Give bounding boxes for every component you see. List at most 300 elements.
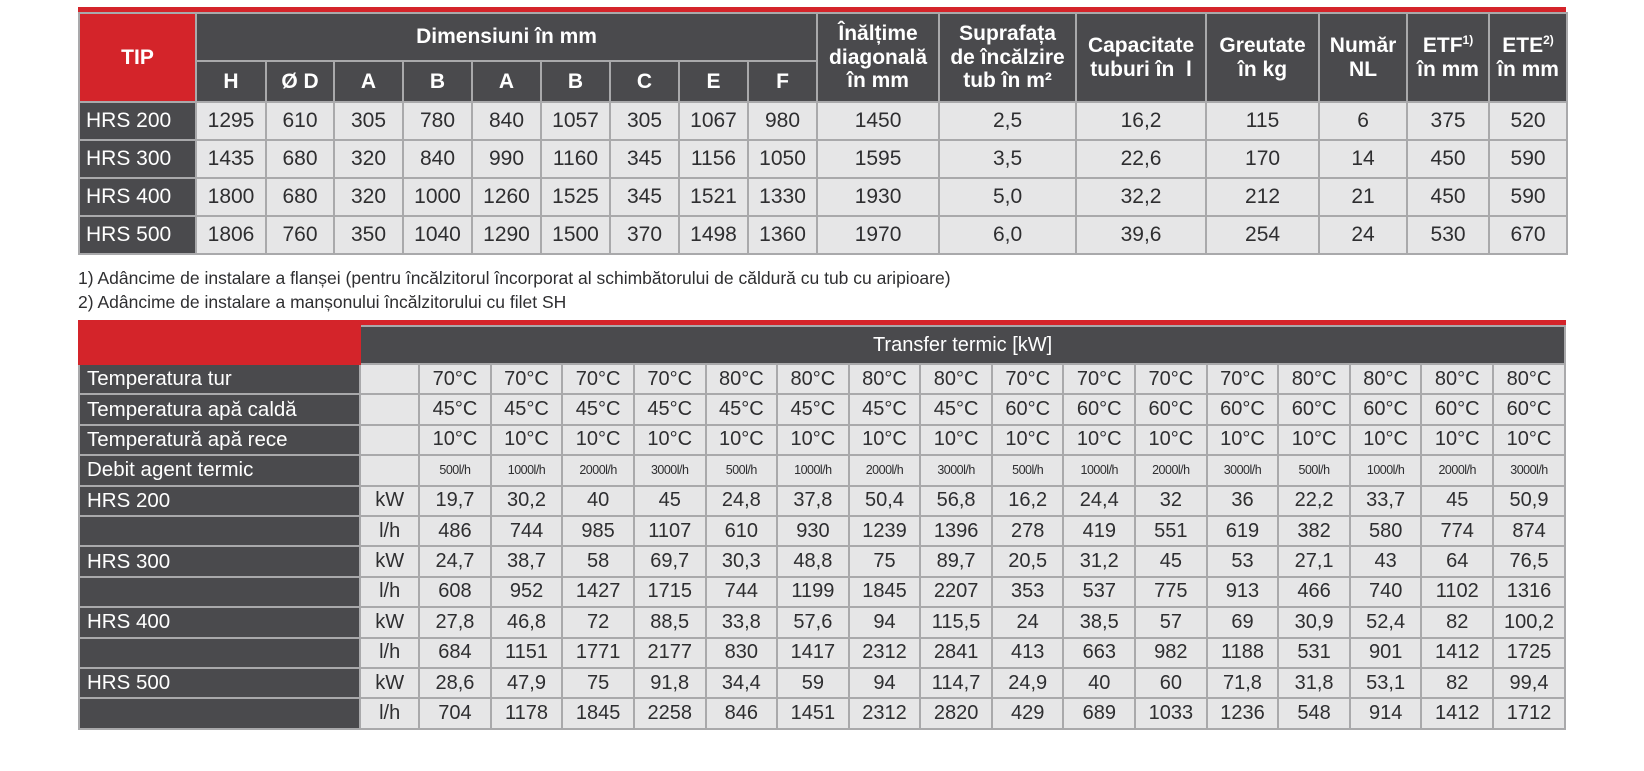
- kw-value: 24,9: [992, 668, 1064, 698]
- lh-value: 1845: [849, 577, 921, 607]
- lh-value: 952: [491, 577, 563, 607]
- lh-value: 619: [1207, 516, 1279, 546]
- spec-value: 680: [266, 140, 334, 178]
- kw-value: 27,8: [419, 607, 491, 637]
- lh-value: 610: [706, 516, 778, 546]
- nl-number-header: Număr NL: [1319, 13, 1407, 102]
- spec-value: 1595: [817, 140, 939, 178]
- lh-value: 2258: [634, 698, 706, 728]
- heat-transfer-table: [78, 325, 1566, 730]
- lh-value: 2207: [920, 577, 992, 607]
- spec-value: 780: [403, 102, 472, 140]
- lh-value: 353: [992, 577, 1064, 607]
- lh-value: 1417: [777, 638, 849, 668]
- spec-value: 760: [266, 216, 334, 254]
- model-name: HRS 500: [79, 668, 360, 698]
- lh-value: 1412: [1421, 638, 1493, 668]
- condition-value: 2000l/h: [1135, 455, 1207, 485]
- lh-value: 1316: [1493, 577, 1565, 607]
- spec-value: 530: [1407, 216, 1489, 254]
- kw-value: 43: [1350, 546, 1422, 576]
- model-lh-row: [79, 516, 1565, 546]
- spec-value: 254: [1206, 216, 1319, 254]
- spec-value: 320: [334, 178, 403, 216]
- condition-value: 70°C: [1135, 364, 1207, 394]
- lh-value: 1412: [1421, 698, 1493, 728]
- spec-value: 350: [334, 216, 403, 254]
- condition-value: 500l/h: [419, 455, 491, 485]
- lh-value: 551: [1135, 516, 1207, 546]
- spec-value: 1156: [679, 140, 748, 178]
- spec-value: 1000: [403, 178, 472, 216]
- condition-value: 3000l/h: [1207, 455, 1279, 485]
- lh-value: 1199: [777, 577, 849, 607]
- spec-value: 1057: [541, 102, 610, 140]
- spec-value: 1160: [541, 140, 610, 178]
- condition-value: 70°C: [992, 364, 1064, 394]
- spec-value: 345: [610, 178, 679, 216]
- kw-value: 76,5: [1493, 546, 1565, 576]
- ete-header: ETE$^{2)}$ în mm: [1489, 13, 1567, 102]
- unit-kw: kW: [360, 486, 419, 516]
- spec-value: 370: [610, 216, 679, 254]
- model-name: HRS 300: [79, 546, 360, 576]
- kw-value: 45: [634, 486, 706, 516]
- spec-value: 1800: [196, 178, 266, 216]
- condition-value: 10°C: [1350, 425, 1422, 455]
- lh-value: 2841: [920, 638, 992, 668]
- condition-value: 2000l/h: [1421, 455, 1493, 485]
- lh-value: 382: [1278, 516, 1350, 546]
- condition-value: 3000l/h: [920, 455, 992, 485]
- lh-value: 830: [706, 638, 778, 668]
- unit-lh: l/h: [360, 638, 419, 668]
- condition-value: 10°C: [1207, 425, 1279, 455]
- lh-value: 1102: [1421, 577, 1493, 607]
- spec-value: 115: [1206, 102, 1319, 140]
- weight-header: Greutate în kg: [1206, 13, 1319, 102]
- condition-value: 45°C: [419, 394, 491, 424]
- kw-value: 32: [1135, 486, 1207, 516]
- condition-row: [79, 394, 1565, 424]
- lh-value: 985: [562, 516, 634, 546]
- kw-value: 38,7: [491, 546, 563, 576]
- kw-value: 60: [1135, 668, 1207, 698]
- condition-row: [79, 364, 1565, 394]
- lh-value: 774: [1421, 516, 1493, 546]
- kw-value: 72: [562, 607, 634, 637]
- condition-value: 70°C: [1063, 364, 1135, 394]
- lh-value: 537: [1063, 577, 1135, 607]
- condition-value: 2000l/h: [562, 455, 634, 485]
- spec-value: 520: [1489, 102, 1567, 140]
- condition-value: 45°C: [562, 394, 634, 424]
- condition-value: 10°C: [562, 425, 634, 455]
- condition-value: 70°C: [491, 364, 563, 394]
- model-name: HRS 400: [79, 607, 360, 637]
- condition-value: 80°C: [706, 364, 778, 394]
- unit-lh: l/h: [360, 577, 419, 607]
- condition-value: 60°C: [1063, 394, 1135, 424]
- model-name: HRS 200: [79, 102, 196, 140]
- lh-value: 913: [1207, 577, 1279, 607]
- condition-label: Temperatură apă rece: [79, 425, 360, 455]
- model-name: HRS 200: [79, 486, 360, 516]
- condition-value: 70°C: [634, 364, 706, 394]
- kw-value: 30,9: [1278, 607, 1350, 637]
- model-name: HRS 300: [79, 140, 196, 178]
- model-name-empty: [79, 577, 360, 607]
- condition-value: 1000l/h: [1063, 455, 1135, 485]
- footnote-2: 2) Adâncime de instalare a manșonului încălzitorului cu filet SH: [78, 292, 567, 312]
- lh-value: 684: [419, 638, 491, 668]
- lh-value: 1771: [562, 638, 634, 668]
- condition-value: 1000l/h: [777, 455, 849, 485]
- spec-value: 6,0: [939, 216, 1076, 254]
- kw-value: 82: [1421, 668, 1493, 698]
- specifications-table-container: [78, 7, 1566, 255]
- dim-col-header: H: [196, 61, 266, 102]
- lh-value: 278: [992, 516, 1064, 546]
- lh-value: 1151: [491, 638, 563, 668]
- tip-header: TIP: [79, 13, 196, 102]
- condition-value: 10°C: [1278, 425, 1350, 455]
- kw-value: 82: [1421, 607, 1493, 637]
- model-name-empty: [79, 638, 360, 668]
- spec-value: 2,5: [939, 102, 1076, 140]
- dim-col-header: B: [541, 61, 610, 102]
- kw-value: 56,8: [920, 486, 992, 516]
- condition-value: 60°C: [1350, 394, 1422, 424]
- kw-value: 48,8: [777, 546, 849, 576]
- lh-value: 1845: [562, 698, 634, 728]
- lh-value: 704: [419, 698, 491, 728]
- kw-value: 31,8: [1278, 668, 1350, 698]
- lh-value: 1236: [1207, 698, 1279, 728]
- condition-unit-cell: [360, 455, 419, 485]
- condition-value: 500l/h: [706, 455, 778, 485]
- condition-value: 10°C: [491, 425, 563, 455]
- lh-value: 901: [1350, 638, 1422, 668]
- kw-value: 94: [849, 607, 921, 637]
- condition-value: 60°C: [1421, 394, 1493, 424]
- condition-label: Temperatura tur: [79, 364, 360, 394]
- lh-value: 1451: [777, 698, 849, 728]
- transfer-corner-cell: [79, 326, 360, 364]
- condition-value: 45°C: [491, 394, 563, 424]
- transfer-title-row: [79, 326, 1565, 364]
- spec-value: 1450: [817, 102, 939, 140]
- kw-value: 30,2: [491, 486, 563, 516]
- condition-value: 60°C: [1135, 394, 1207, 424]
- condition-value: 500l/h: [992, 455, 1064, 485]
- kw-value: 30,3: [706, 546, 778, 576]
- lh-value: 1725: [1493, 638, 1565, 668]
- model-name: HRS 500: [79, 216, 196, 254]
- lh-value: 663: [1063, 638, 1135, 668]
- spec-value: 345: [610, 140, 679, 178]
- spec-value: 1360: [748, 216, 817, 254]
- condition-value: 60°C: [1278, 394, 1350, 424]
- condition-value: 60°C: [992, 394, 1064, 424]
- condition-value: 1000l/h: [1350, 455, 1422, 485]
- condition-value: 80°C: [1421, 364, 1493, 394]
- spec-value: 1500: [541, 216, 610, 254]
- spec-value: 1525: [541, 178, 610, 216]
- lh-value: 429: [992, 698, 1064, 728]
- dim-col-header: C: [610, 61, 679, 102]
- heat-transfer-table-container: [78, 320, 1566, 730]
- dim-col-header: A: [334, 61, 403, 102]
- kw-value: 53,1: [1350, 668, 1422, 698]
- condition-value: 70°C: [1207, 364, 1279, 394]
- lh-value: 740: [1350, 577, 1422, 607]
- kw-value: 31,2: [1063, 546, 1135, 576]
- condition-value: 45°C: [849, 394, 921, 424]
- kw-value: 24,4: [1063, 486, 1135, 516]
- condition-value: 500l/h: [1278, 455, 1350, 485]
- lh-value: 413: [992, 638, 1064, 668]
- spec-row: [79, 140, 1567, 178]
- footnotes: [78, 266, 951, 314]
- spec-value: 21: [1319, 178, 1407, 216]
- spec-row: [79, 178, 1567, 216]
- specifications-table: [78, 12, 1568, 255]
- kw-value: 50,9: [1493, 486, 1565, 516]
- unit-lh: l/h: [360, 698, 419, 728]
- lh-value: 1427: [562, 577, 634, 607]
- condition-label: Debit agent termic: [79, 455, 360, 485]
- kw-value: 45: [1421, 486, 1493, 516]
- lh-value: 2312: [849, 698, 921, 728]
- lh-value: 930: [777, 516, 849, 546]
- kw-value: 91,8: [634, 668, 706, 698]
- unit-lh: l/h: [360, 516, 419, 546]
- condition-value: 10°C: [706, 425, 778, 455]
- condition-value: 70°C: [562, 364, 634, 394]
- lh-value: 2312: [849, 638, 921, 668]
- spec-value: 1521: [679, 178, 748, 216]
- condition-value: 10°C: [920, 425, 992, 455]
- kw-value: 69,7: [634, 546, 706, 576]
- dimensions-header: Dimensiuni în mm: [196, 13, 817, 61]
- condition-value: 2000l/h: [849, 455, 921, 485]
- condition-value: 3000l/h: [634, 455, 706, 485]
- dim-col-header: B: [403, 61, 472, 102]
- lh-value: 531: [1278, 638, 1350, 668]
- spec-value: 5,0: [939, 178, 1076, 216]
- kw-value: 24: [992, 607, 1064, 637]
- heat-transfer-body: [79, 364, 1565, 729]
- kw-value: 47,9: [491, 668, 563, 698]
- lh-value: 2820: [920, 698, 992, 728]
- kw-value: 71,8: [1207, 668, 1279, 698]
- spec-value: 1435: [196, 140, 266, 178]
- kw-value: 16,2: [992, 486, 1064, 516]
- condition-value: 80°C: [849, 364, 921, 394]
- kw-value: 45: [1135, 546, 1207, 576]
- kw-value: 59: [777, 668, 849, 698]
- condition-value: 45°C: [920, 394, 992, 424]
- spec-value: 1290: [472, 216, 541, 254]
- lh-value: 608: [419, 577, 491, 607]
- unit-kw: kW: [360, 546, 419, 576]
- condition-row: [79, 425, 1565, 455]
- kw-value: 24,7: [419, 546, 491, 576]
- spec-value: 1970: [817, 216, 939, 254]
- model-kw-row: [79, 668, 1565, 698]
- lh-value: 1239: [849, 516, 921, 546]
- dim-col-header: A: [472, 61, 541, 102]
- kw-value: 36: [1207, 486, 1279, 516]
- kw-value: 27,1: [1278, 546, 1350, 576]
- condition-value: 80°C: [1350, 364, 1422, 394]
- transfer-title: Transfer termic [kW]: [360, 326, 1565, 364]
- condition-value: 10°C: [1421, 425, 1493, 455]
- spec-value: 16,2: [1076, 102, 1206, 140]
- model-lh-row: [79, 577, 1565, 607]
- lh-value: 689: [1063, 698, 1135, 728]
- lh-value: 548: [1278, 698, 1350, 728]
- condition-value: 10°C: [1493, 425, 1565, 455]
- kw-value: 58: [562, 546, 634, 576]
- footnote-1: 1) Adâncime de instalare a flanșei (pentru încălzitorul încorporat al schimbătorului de căldură cu tub cu aripioare): [78, 268, 951, 288]
- lh-value: 1715: [634, 577, 706, 607]
- lh-value: 1712: [1493, 698, 1565, 728]
- kw-value: 114,7: [920, 668, 992, 698]
- spec-value: 320: [334, 140, 403, 178]
- model-kw-row: [79, 486, 1565, 516]
- condition-value: 10°C: [849, 425, 921, 455]
- kw-value: 37,8: [777, 486, 849, 516]
- heating-surface-header: Suprafața de încălzire tub în m²: [939, 13, 1076, 102]
- spec-value: 14: [1319, 140, 1407, 178]
- kw-value: 33,8: [706, 607, 778, 637]
- condition-value: 80°C: [777, 364, 849, 394]
- condition-unit-cell: [360, 394, 419, 424]
- spec-value: 670: [1489, 216, 1567, 254]
- condition-value: 45°C: [777, 394, 849, 424]
- spec-header-row-1: [79, 13, 1567, 61]
- spec-value: 22,6: [1076, 140, 1206, 178]
- spec-value: 1330: [748, 178, 817, 216]
- kw-value: 115,5: [920, 607, 992, 637]
- model-lh-row: [79, 638, 1565, 668]
- kw-value: 24,8: [706, 486, 778, 516]
- spec-value: 24: [1319, 216, 1407, 254]
- lh-value: 744: [706, 577, 778, 607]
- spec-value: 1050: [748, 140, 817, 178]
- spec-value: 590: [1489, 140, 1567, 178]
- lh-value: 1107: [634, 516, 706, 546]
- kw-value: 99,4: [1493, 668, 1565, 698]
- specifications-body: [79, 102, 1567, 254]
- spec-value: 3,5: [939, 140, 1076, 178]
- lh-value: 874: [1493, 516, 1565, 546]
- condition-value: 45°C: [634, 394, 706, 424]
- lh-value: 914: [1350, 698, 1422, 728]
- dim-col-header: Ø D: [266, 61, 334, 102]
- dim-col-header: E: [679, 61, 748, 102]
- spec-value: 305: [334, 102, 403, 140]
- condition-row: [79, 455, 1565, 485]
- spec-value: 990: [472, 140, 541, 178]
- lh-value: 744: [491, 516, 563, 546]
- height-diagonal-header: Înălțime diagonală în mm: [817, 13, 939, 102]
- kw-value: 57,6: [777, 607, 849, 637]
- kw-value: 20,5: [992, 546, 1064, 576]
- condition-value: 1000l/h: [491, 455, 563, 485]
- condition-unit-cell: [360, 364, 419, 394]
- kw-value: 40: [1063, 668, 1135, 698]
- lh-value: 1033: [1135, 698, 1207, 728]
- spec-value: 590: [1489, 178, 1567, 216]
- spec-value: 610: [266, 102, 334, 140]
- spec-value: 840: [472, 102, 541, 140]
- lh-value: 466: [1278, 577, 1350, 607]
- lh-value: 1396: [920, 516, 992, 546]
- model-lh-row: [79, 698, 1565, 728]
- lh-value: 580: [1350, 516, 1422, 546]
- spec-value: 450: [1407, 140, 1489, 178]
- condition-value: 80°C: [1493, 364, 1565, 394]
- spec-value: 6: [1319, 102, 1407, 140]
- kw-value: 52,4: [1350, 607, 1422, 637]
- model-name: HRS 400: [79, 178, 196, 216]
- kw-value: 53: [1207, 546, 1279, 576]
- spec-value: 305: [610, 102, 679, 140]
- kw-value: 100,2: [1493, 607, 1565, 637]
- spec-value: 980: [748, 102, 817, 140]
- condition-value: 10°C: [634, 425, 706, 455]
- dim-col-header: F: [748, 61, 817, 102]
- spec-row: [79, 216, 1567, 254]
- etf-header: ETF$^{1)}$ în mm: [1407, 13, 1489, 102]
- spec-value: 1806: [196, 216, 266, 254]
- lh-value: 775: [1135, 577, 1207, 607]
- spec-value: 1295: [196, 102, 266, 140]
- spec-value: 170: [1206, 140, 1319, 178]
- kw-value: 34,4: [706, 668, 778, 698]
- kw-value: 75: [562, 668, 634, 698]
- kw-value: 88,5: [634, 607, 706, 637]
- kw-value: 33,7: [1350, 486, 1422, 516]
- kw-value: 89,7: [920, 546, 992, 576]
- kw-value: 57: [1135, 607, 1207, 637]
- kw-value: 94: [849, 668, 921, 698]
- spec-value: 1930: [817, 178, 939, 216]
- kw-value: 50,4: [849, 486, 921, 516]
- lh-value: 982: [1135, 638, 1207, 668]
- lh-value: 2177: [634, 638, 706, 668]
- condition-value: 60°C: [1207, 394, 1279, 424]
- condition-value: 10°C: [777, 425, 849, 455]
- spec-value: 1040: [403, 216, 472, 254]
- condition-value: 45°C: [706, 394, 778, 424]
- kw-value: 28,6: [419, 668, 491, 698]
- kw-value: 19,7: [419, 486, 491, 516]
- condition-unit-cell: [360, 425, 419, 455]
- kw-value: 46,8: [491, 607, 563, 637]
- model-kw-row: [79, 546, 1565, 576]
- spec-value: 32,2: [1076, 178, 1206, 216]
- kw-value: 69: [1207, 607, 1279, 637]
- lh-value: 1188: [1207, 638, 1279, 668]
- kw-value: 40: [562, 486, 634, 516]
- kw-value: 64: [1421, 546, 1493, 576]
- kw-value: 75: [849, 546, 921, 576]
- spec-row: [79, 102, 1567, 140]
